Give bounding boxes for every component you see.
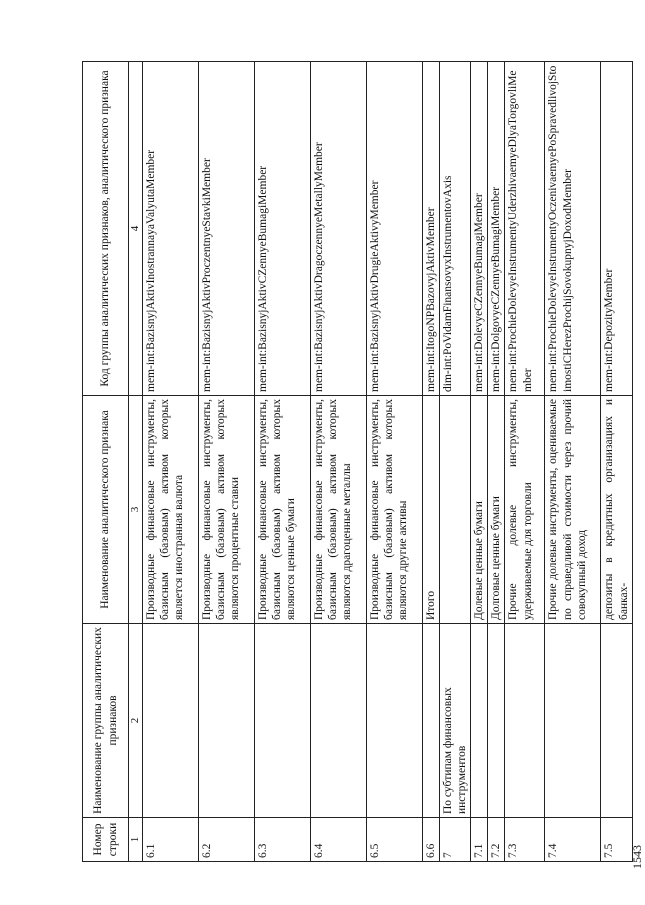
feature-name-cell: Долговые ценные бумаги [488,396,505,624]
page-number: 1543 [630,845,644,869]
row-number: 7 [440,818,471,862]
row-number: 6.6 [423,818,440,862]
row-number: 7.3 [505,818,545,862]
code-cell: dim-int:PoVidamFinansovyxInstrumentovAxis [440,62,471,396]
group-name-cell [367,624,423,818]
group-name-cell [255,624,311,818]
feature-name-cell: Долевые ценные бумаги [471,396,488,624]
group-name-cell [199,624,255,818]
code-cell: mem-int:BazisnyjAktivCZennyeBumagiMember [255,62,311,396]
table-row [545,62,601,862]
group-name-cell [505,624,545,818]
group-name-cell [601,624,632,818]
header-feature-name: Наименование аналитического признака [83,396,129,624]
code-cell: mem-int:DepozityMember [601,62,632,396]
table-row [423,62,440,862]
analytics-table [82,61,633,862]
column-number-row [129,62,143,862]
feature-name-cell: Производные финансовые инструменты, базисным (базовым) активом которых является иностранная валюта [143,396,199,624]
feature-name-cell [440,396,471,624]
table-row [505,62,545,862]
group-name-cell [311,624,367,818]
code-cell: mem-int:ItogoNPBazovyjAktivMember [423,62,440,396]
table-row [143,62,199,862]
row-number: 6.3 [255,818,311,862]
table-row [440,62,471,862]
header-group-name: Наименование группы аналитических признаков [83,624,129,818]
table-row [199,62,255,862]
code-cell: mem-int:BazisnyjAktivInostrannayaValyutaMember [143,62,199,396]
row-number: 6.5 [367,818,423,862]
table-row [601,62,632,862]
table-row [311,62,367,862]
row-number: 7.2 [488,818,505,862]
header-row [83,62,129,862]
row-number: 7.4 [545,818,601,862]
group-name-cell [471,624,488,818]
column-number: 3 [129,396,143,624]
feature-name-cell: Прочие долевые инструменты, удерживаемые для торговли [505,396,545,624]
feature-name-cell: Производные финансовые инструменты, базисным (базовым) активом которых являются драгоценные металлы [311,396,367,624]
feature-name-cell: Прочие долевые инструменты, оцениваемые по справедливой стоимости через прочий совокупный доход [545,396,601,624]
group-name-cell [545,624,601,818]
table-row [488,62,505,862]
table-row [367,62,423,862]
row-number: 7.5 [601,818,632,862]
row-number: 6.1 [143,818,199,862]
row-number: 6.4 [311,818,367,862]
feature-name-cell: Производные финансовые инструменты, базисным (базовым) активом которых являются другие активы [367,396,423,624]
column-number: 2 [129,624,143,818]
column-number: 1 [129,818,143,862]
group-name-cell [488,624,505,818]
feature-name-cell: Итого [423,396,440,624]
table-row [471,62,488,862]
group-name-cell [143,624,199,818]
feature-name-cell: Производные финансовые инструменты, базисным (базовым) активом которых являются ценные бумаги [255,396,311,624]
row-number: 7.1 [471,818,488,862]
header-row-number: Номер строки [83,818,129,862]
code-cell: mem-int:ProchieDolevyeInstrumentyOczenivaemyePoSpravedlivojStoimostiCHerezProchijSovokupnyjDoxodMember [545,62,601,396]
rotated-table-container [82,62,630,862]
code-cell: mem-int:DolevyeCZennyeBumagiMember [471,62,488,396]
code-cell: mem-int:BazisnyjAktivDragoczennyeMetallyMember [311,62,367,396]
feature-name-cell: депозиты в кредитных организациях и банках- [601,396,632,624]
group-name-cell [423,624,440,818]
column-number: 4 [129,62,143,396]
group-name-cell: По субтипам финансовых инструментов [440,624,471,818]
code-cell: mem-int:BazisnyjAktivDrugieAktivyMember [367,62,423,396]
table-row [255,62,311,862]
code-cell: mem-int:DolgovyeCZennyeBumagiMember [488,62,505,396]
code-cell: mem-int:ProchieDolevyeInstrumentyUderzhivaemyeDlyaTorgovliMember [505,62,545,396]
code-cell: mem-int:BazisnyjAktivProczentnyeStavkiMember [199,62,255,396]
feature-name-cell: Производные финансовые инструменты, базисным (базовым) активом которых являются процентные ставки [199,396,255,624]
header-code: Код группы аналитических признаков, аналитического признака [83,62,129,396]
row-number: 6.2 [199,818,255,862]
